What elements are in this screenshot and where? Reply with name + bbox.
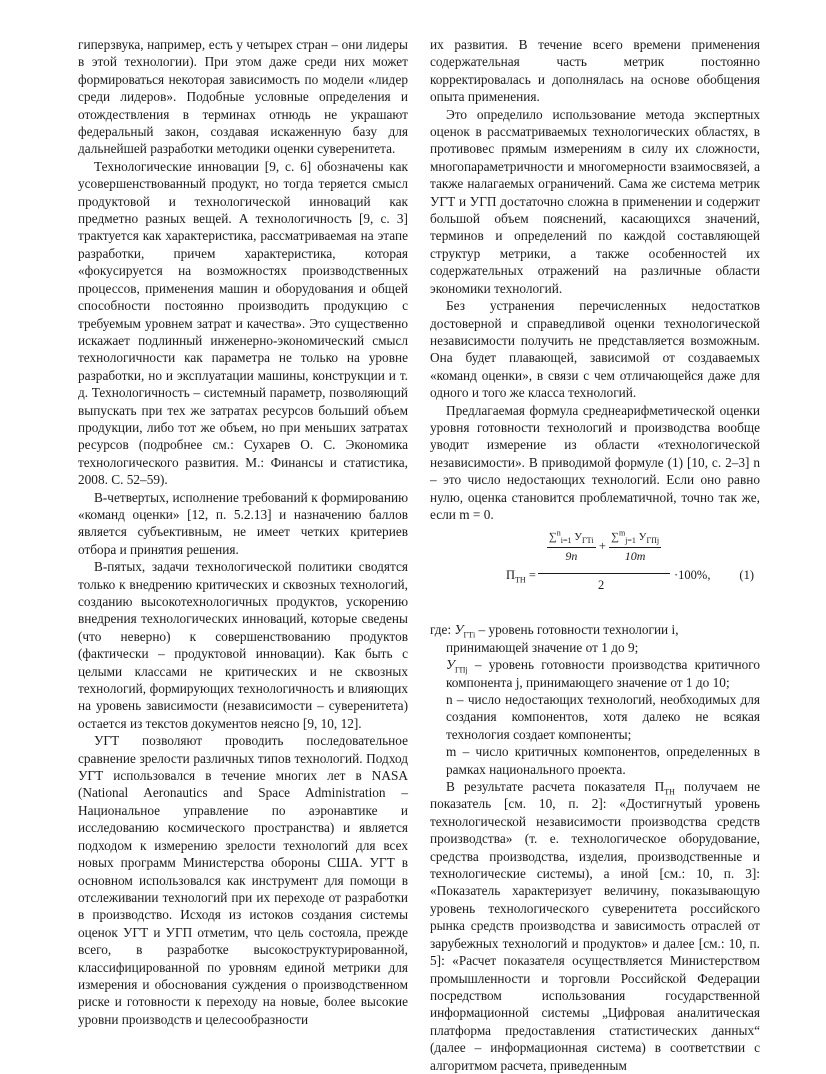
paragraph: В-пятых, задачи технологической политики сводятся только к внедрению критических и сквозных технологий, созданию высокотехнологичных продуктов, ускорению внедрения технологических инноваций, которые сведены (что неверно) к совершенствованию продуктов (фактически – продуктовой инновации). Как быть с целыми классами не критических и не сквозных технологий, формирующих технологичность и влияющих на уровень зависимости (независимости – суверенитета) остается из текстов документов неясно [9, 10, 12].: [78, 559, 408, 731]
fraction-bar: [538, 573, 670, 574]
formula-1: [430, 525, 760, 617]
definition-item: m – число критичных компонентов, определенных в рамках национального проекта.: [446, 744, 760, 777]
paragraph: В-четвертых, исполнение требований к формированию «команд оценки» [12, п. 5.2.13] и назначению баллов является субъективным, не имеет четких критериев отбора и принятия решения.: [78, 489, 408, 557]
paragraph: Технологические инновации [9, с. 6] обозначены как усовершенствованный продукт, но тогда теряется смысл продуктовой и технологической инноваций как предметно разных вещей. А технологичность [9, с. 3] трактуется как характеристика, рассматриваемая на этапе разработки, причем характеристика, которая «фокусируется на возможностях производственных процессов, применения машин и оборудования и общей способности постоянно производить продукцию с требуемым уровнем затрат и качества». Это существенно искажает подлинный инженерно-экономический смысл технологичности как параметра не только на уровне разработки, но и эксплуатации машины, конструкции и т. д. Технологичность – системный параметр, позволяющий выпускать при тех же затратах ресурсов больший объем продукции, либо тот же объем, но при меньших затратах ресурсов (подробнее см.: Сухарев О. С. Экономика технологического развития. М.: Финансы и статистика, 2008. С. 52–59).: [78, 158, 408, 488]
paragraph: гиперзвука, например, есть у четырех стран – они лидеры в этой технологии). При этом даже среди них может формироваться некоторая зависимость по модели «лидер среди лидеров». Подобные условные определения и отождествления в терминах отнюдь не украшают федеральный закон, создавая искаженную базу для дальнейшей разработки методики оценки суверенитета.: [78, 37, 408, 157]
formula-lhs: $П_{ТН}$ =: [506, 568, 536, 585]
equation-number: (1): [739, 568, 754, 583]
paragraph: Предлагаемая формула среднеарифметической оценки уровня готовности технологий и производства вообще уводит измерение из области «технологической независимости». В приводимой формуле (1) [10, с. 2–3] n – это число недостающих технологий. Если оно равно нулю, оценка становится проблематичной, точно так же, если m = 0.: [430, 402, 760, 522]
paragraph: В результате расчета показателя $П_{ТН}$ получаем не показатель [см. 10, п. 2]: «Достигнутый уровень технологической независимости производства средств производства» (т. е. технологическое оборудование, средства производства, изделия, производственные и технологические системы), а иной [см.: 10, п. 3]: «Показатель характеризует величину, показывающую уровень технологического суверенитета российского рынка средств производства и зависимость отраслей от зарубежных технологий и продуктов» и далее [см.: 10, п. 5]: «Расчет показателя осуществляется Министерством промышленности и торговли Российской Федерации посредством использования государственной информационной системы „Цифровая аналитическая платформа предоставления статистических данных“ (далее – информационная система) в соответствии с алгоритмом расчета, приведенным: [430, 779, 760, 1073]
definition-item: n – число недостающих технологий, необходимых для создания компонентов, хотя далеко не всякая технология создает компоненты;: [446, 692, 760, 742]
formula-numerator: ∑$^n_{i=1}$ $У_{ГТi}$ 9n + ∑$^m_{j=1}$ $У_{ГПj}$ 10m: [538, 529, 670, 565]
formula-definitions: [430, 621, 760, 778]
right-column: [430, 36, 760, 1074]
left-column: [78, 36, 408, 1028]
paragraph: Без устранения перечисленных недостатков достоверной и справедливой оценки технологической независимости получить не представляется возможным. Она будет плавающей, зависимой от создаваемых «команд оценки», в связи с чем отличающейся даже для одного и того же класса технологий.: [430, 298, 760, 401]
sum-term-2: ∑$^m_{j=1}$ $У_{ГПj}$ 10m: [611, 528, 660, 563]
paragraph: их развития. В течение всего времени применения содержательная часть метрик постоянно корректировалась и дополнялась на основе обобщения опыта применения.: [430, 37, 760, 105]
formula-tail: ·100%,: [674, 568, 711, 583]
paragraph: УГТ позволяют проводить последовательное сравнение зрелости различных типов технологий. Подход УГТ использовался в течение многих лет в NASA (National Aeronautics and Space Administration – Национальное управление по аэронавтике и исследованию космического пространства) и является подходом к измерению зрелости технологий для всех новых программ Министерства обороны США. УГТ в основном использовался как инструмент для помощи в отслеживании технологий при их переходе от разработки в производство. Исходя из истоков создания системы оценок УГТ и УГП отметим, что цель состояла, прежде всего, в разработке высокоструктурированной, классифицированной по уровням единой метрики для измерения и обоснования суждения о производственном риске и готовности к переходу на новые, более высокие уровни производств и целесообразности: [78, 733, 408, 1027]
definition-item: где: $У_{ГТi}$ – уровень готовности технологии i, принимающей значение от 1 до 9;: [430, 622, 679, 655]
formula-denominator: 2: [598, 578, 605, 593]
sum-term-1: ∑$^n_{i=1}$ $У_{ГТi}$ 9n: [548, 528, 594, 563]
paragraph: Это определило использование метода экспертных оценок в рассматриваемых технологических областях, в противовес прямым измерениям в силу их сложности, многопараметричности и многомерности взаимосвязей, а также налагаемых ограничений. Сама же система метрик УГТ и УГП достаточно сложна в применении и содержит большой объем пояснений, касающихся значений, терминов и определений по каждой составляющей структур метрики, а также особенностей их содержательных отражений на различные области экономики технологий.: [430, 106, 760, 296]
definition-item: $У_{ГПj}$ – уровень готовности производства критичного компонента j, принимающего значение от 1 до 10;: [446, 657, 760, 690]
